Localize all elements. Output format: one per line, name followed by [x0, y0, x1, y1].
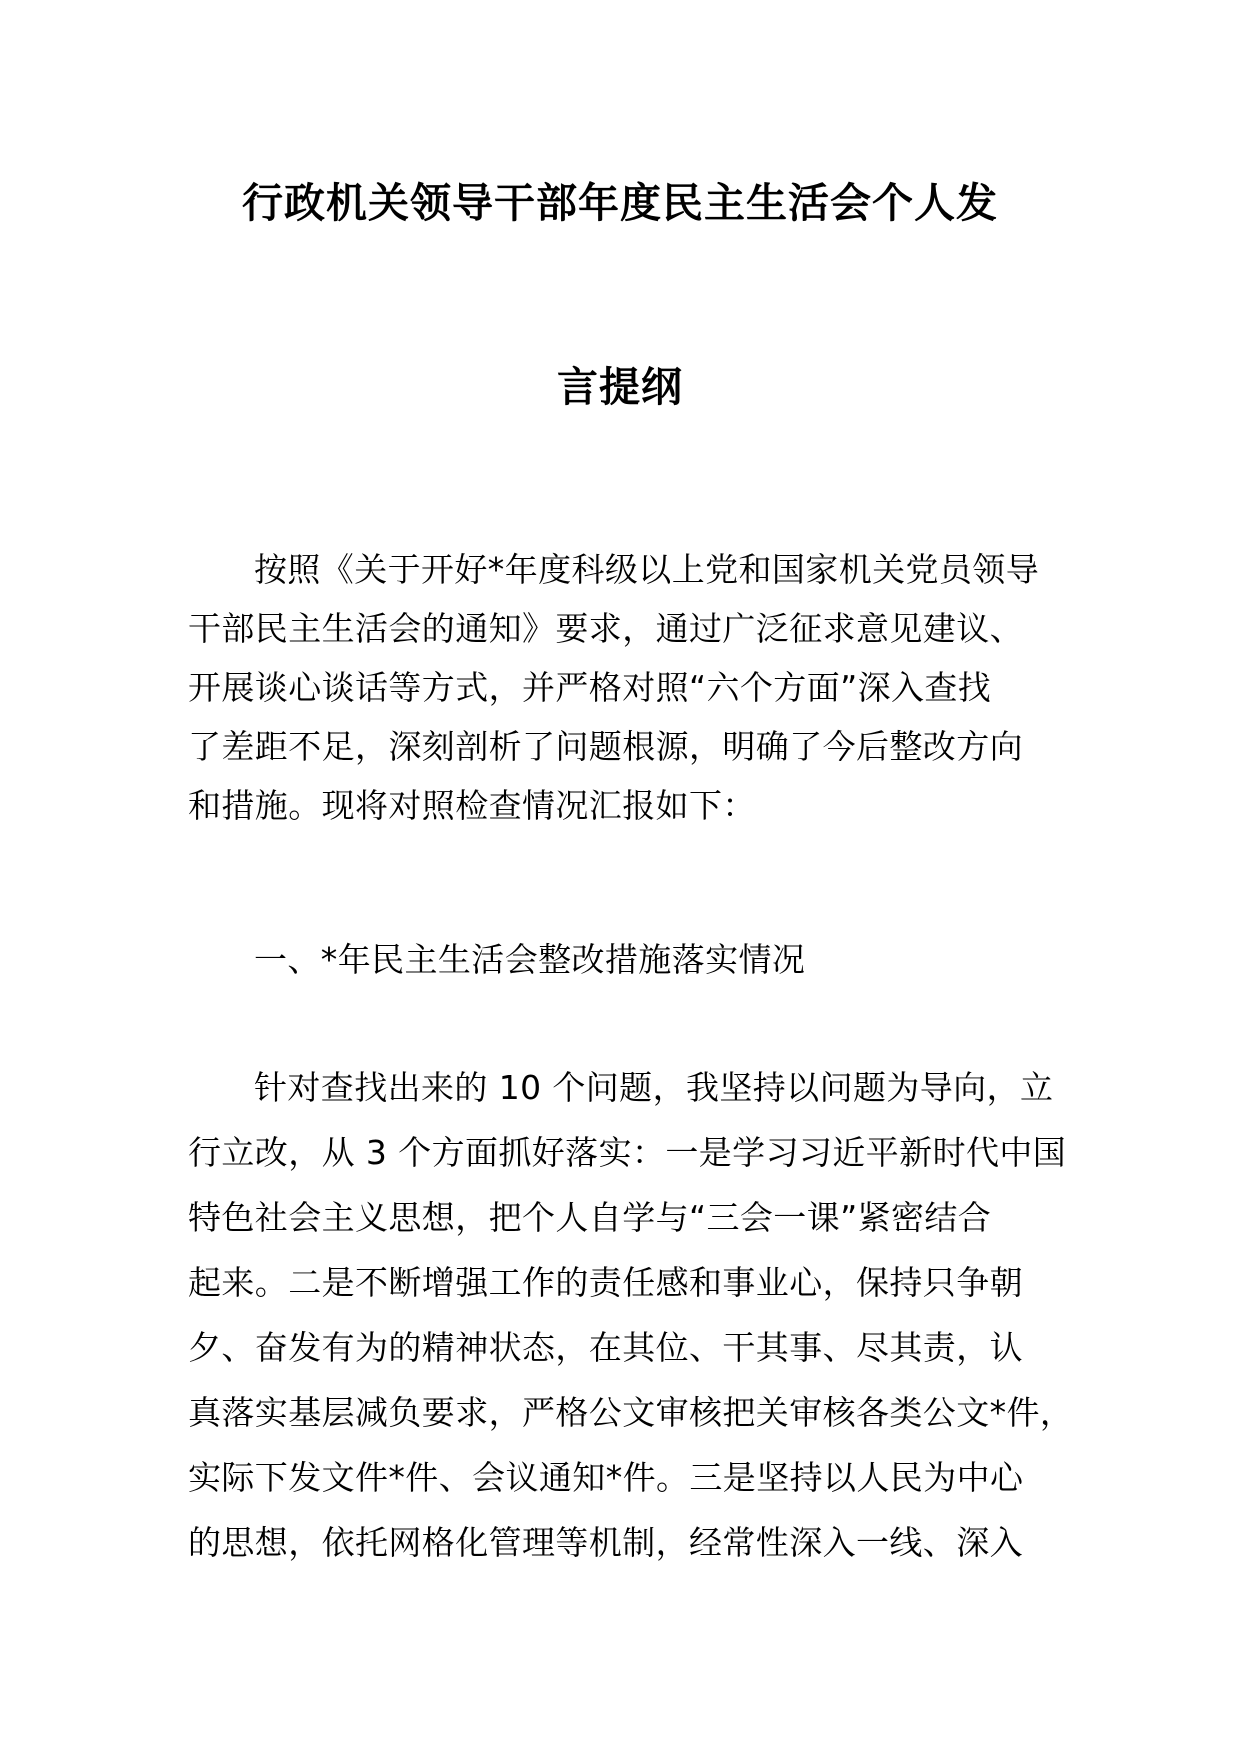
- section-paragraph-line: 起来。二是不断增强工作的责任感和事业心，保持只争朝: [188, 1263, 1023, 1302]
- section-paragraph-line: 真落实基层减负要求，严格公文审核把关审核各类公文*件，: [188, 1393, 1074, 1432]
- intro-paragraph-line: 了差距不足，深刻剖析了问题根源，明确了今后整改方向: [188, 727, 1023, 766]
- section-paragraph-line: 实际下发文件*件、会议通知*件。三是坚持以人民为中心: [188, 1458, 1024, 1497]
- intro-paragraph-line: 和措施。现将对照检查情况汇报如下：: [188, 786, 756, 825]
- document-title-line-2: 言提纲: [557, 363, 683, 411]
- section-paragraph-line: 夕、奋发有为的精神状态，在其位、干其事、尽其责，认: [188, 1328, 1023, 1367]
- document-title-line-1: 行政机关领导干部年度民主生活会个人发: [242, 179, 998, 227]
- section-paragraph-line: 针对查找出来的 10 个问题，我坚持以问题为导向，立: [254, 1068, 1054, 1107]
- intro-paragraph-line: 开展谈心谈话等方式，并严格对照“六个方面”深入查找: [188, 668, 992, 707]
- intro-paragraph-line: 按照《关于开好*年度科级以上党和国家机关党员领导: [254, 550, 1040, 589]
- section-paragraph-line: 的思想，依托网格化管理等机制，经常性深入一线、深入: [188, 1523, 1023, 1562]
- intro-paragraph-line: 干部民主生活会的通知》要求，通过广泛征求意见建议、: [188, 609, 1023, 648]
- section-paragraph-line: 特色社会主义思想，把个人自学与“三会一课”紧密结合: [188, 1198, 992, 1237]
- section-heading: 一、*年民主生活会整改措施落实情况: [254, 940, 806, 979]
- section-paragraph-line: 行立改，从 3 个方面抓好落实：一是学习习近平新时代中国: [188, 1133, 1067, 1172]
